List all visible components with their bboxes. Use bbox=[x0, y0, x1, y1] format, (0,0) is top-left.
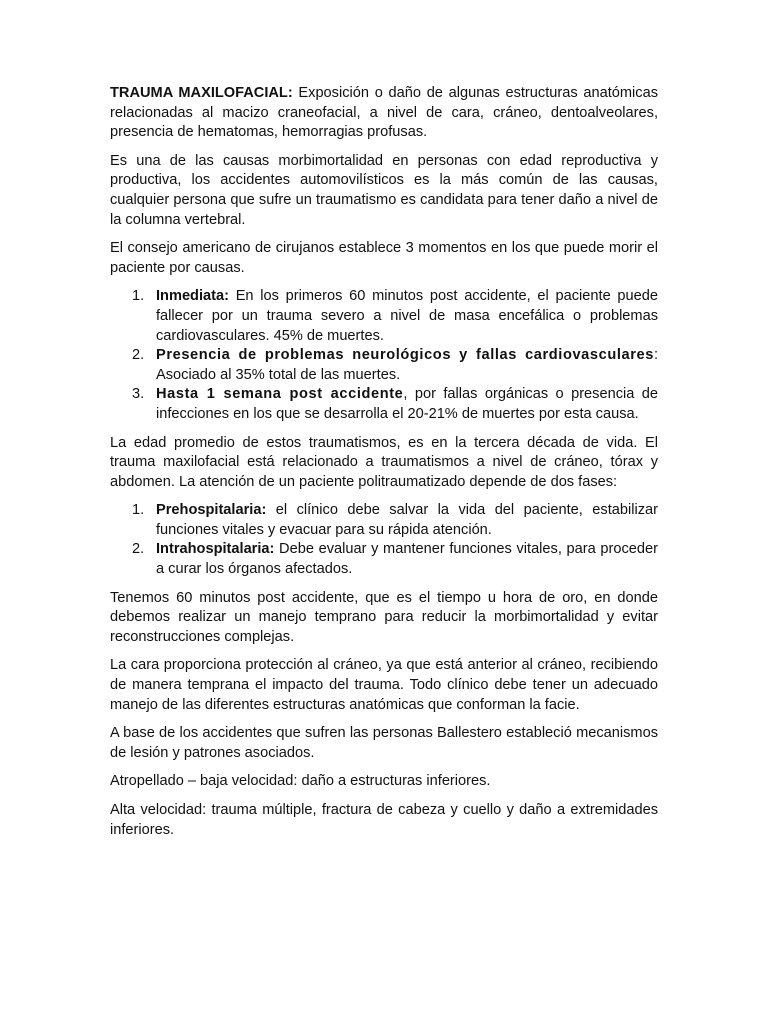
paragraph-age: La edad promedio de estos traumatismos, es en la tercera década de vida. El trauma maxilofacial está relacionado a traumatismos a nivel de cráneo, tórax y abdomen. La atención de un paciente politraumatizado depende de dos fases: bbox=[110, 434, 658, 490]
document-page bbox=[110, 84, 658, 849]
list-item-term: Inmediata: bbox=[156, 288, 229, 305]
list-item bbox=[110, 385, 658, 424]
list-item-text: el clínico debe salvar la vida del paciente, estabilizar funciones vitales y evacuar para su rápida atención. bbox=[156, 502, 658, 538]
list-item-text: , por fallas orgánicas o presencia de infecciones en los que se desarrolla el 20-21% de muertes por esta causa. bbox=[156, 386, 659, 422]
list-item-text: : Asociado al 35% total de las muertes. bbox=[156, 347, 658, 383]
list-item-text: Debe evaluar y mantener funciones vitales, para proceder a curar los órganos afectados. bbox=[156, 541, 658, 578]
paragraph-definition bbox=[110, 84, 658, 143]
list-number: 1. bbox=[132, 288, 145, 305]
list-item-text: En los primeros 60 minutos post accidente, el paciente puede fallecer por un trauma severo a nivel de masa encefálica o problemas cardiovasculares. 45% de muertes. bbox=[156, 288, 658, 344]
paragraph-low-velocity: Atropellado – baja velocidad: daño a estructuras inferiores. bbox=[110, 773, 491, 790]
list-item bbox=[110, 540, 658, 579]
list-item-term: Presencia de problemas neurológicos y fallas cardiovasculares bbox=[156, 347, 654, 364]
list-number: 2. bbox=[132, 541, 145, 558]
list-item bbox=[110, 346, 658, 385]
list-item-term: Hasta 1 semana post accidente bbox=[156, 386, 404, 403]
paragraph-golden-hour: Tenemos 60 minutos post accidente, que es el tiempo u hora de oro, en donde debemos realizar un manejo temprano para reducir la morbimortalidad y evitar reconstrucciones complejas. bbox=[110, 589, 658, 645]
moments-list bbox=[110, 287, 658, 424]
list-item-term: Prehospitalaria: bbox=[156, 502, 267, 519]
paragraph-high-velocity: Alta velocidad: trauma múltiple, fractura de cabeza y cuello y daño a extremidades inferiores. bbox=[110, 802, 658, 838]
definition-text: Exposición o daño de algunas estructuras anatómicas relacionadas al macizo craneofacial, a nivel de cara, cráneo, dentoalveolares, presencia de hematomas, hemorragias profusas. bbox=[110, 85, 658, 141]
paragraph-ballestero: A base de los accidentes que sufren las personas Ballestero estableció mecanismos de lesión y patrones asociados. bbox=[110, 725, 658, 761]
paragraph-causes: Es una de las causas morbimortalidad en personas con edad reproductiva y productiva, los accidentes automovilísticos es la más común de las causas, cualquier persona que sufre un traumatismo es candidata para tener daño a nivel de la columna vertebral. bbox=[110, 152, 658, 228]
list-item-term: Intrahospitalaria: bbox=[156, 541, 275, 558]
list-number: 2. bbox=[132, 347, 145, 364]
paragraph-face-protection: La cara proporciona protección al cráneo, ya que está anterior al cráneo, recibiendo de manera temprana el impacto del trauma. Todo clínico debe tener un adecuado manejo de las diferentes estructuras anatómicas que conforman la facie. bbox=[110, 657, 658, 713]
list-item bbox=[110, 501, 658, 540]
paragraph-moments-intro: El consejo americano de cirujanos establece 3 momentos en los que puede morir el paciente por causas. bbox=[110, 240, 658, 276]
list-number: 3. bbox=[132, 386, 145, 403]
definition-term: TRAUMA MAXILOFACIAL: bbox=[110, 85, 293, 101]
list-number: 1. bbox=[132, 502, 145, 519]
phases-list bbox=[110, 501, 658, 579]
list-item bbox=[110, 287, 658, 346]
